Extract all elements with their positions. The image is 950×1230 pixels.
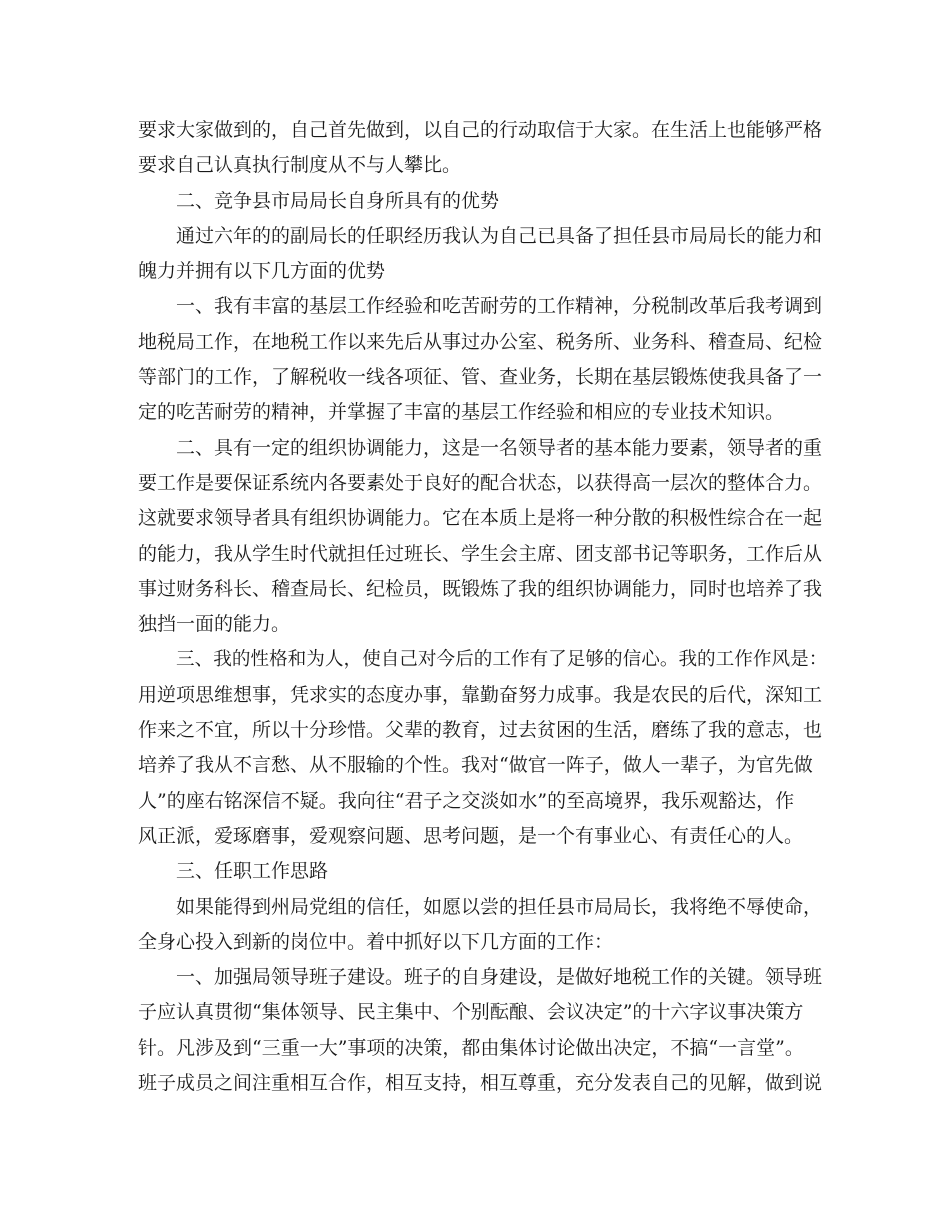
text-line: 定的吃苦耐劳的精神，并掌握了丰富的基层工作经验和相应的专业技术知识。 [138,401,785,424]
text-line: 培养了我从不言愁、从不服输的个性。我对“做官一阵子，做人一辈子，为官先做 [138,754,813,777]
text-line: 通过六年的的副局长的任职经历我认为自己已具备了担任县市局局长的能力和 [176,224,823,247]
document-body [138,113,828,1101]
text-line: 事过财务科长、稽查局长、纪检员，既锻炼了我的组织协调能力，同时也培养了我 [138,577,823,600]
text-line: 三、任职工作思路 [176,860,329,883]
text-line: 针。凡涉及到“三重一大”事项的决策，都由集体讨论做出决定，不搞“一言堂”。 [138,1036,804,1059]
text-line: 这就要求领导者具有组织协调能力。它在本质上是将一种分散的积极性综合在一起 [138,507,823,530]
text-line: 作来之不宜，所以十分珍惜。父辈的教育，过去贫困的生活，磨练了我的意志，也 [138,719,823,742]
text-line: 一、加强局领导班子建设。班子的自身建设，是做好地税工作的关键。领导班 [176,966,823,989]
text-line: 全身心投入到新的岗位中。着中抓好以下几方面的工作： [138,930,614,953]
text-line: 子应认真贯彻“集体领导、民主集中、个别酝酿、会议决定”的十六字议事决策方 [138,1001,804,1024]
text-line: 要求自己认真执行制度从不与人攀比。 [138,154,462,177]
text-line: 的能力，我从学生时代就担任过班长、学生会主席、团支部书记等职务，工作后从 [138,542,823,565]
text-line: 一、我有丰富的基层工作经验和吃苦耐劳的工作精神，分税制改革后我考调到 [176,295,823,318]
text-line: 三、我的性格和为人，使自己对今后的工作有了足够的信心。我的工作作风是： [176,649,828,671]
text-line: 要求大家做到的，自己首先做到，以自己的行动取信于大家。在生活上也能够严格 [138,119,823,141]
text-line: 风正派，爱琢磨事，爱观察问题、思考问题，是一个有事业心、有责任心的人。 [138,824,804,847]
text-line: 等部门的工作，了解税收一线各项征、管、查业务，长期在基层锻炼使我具备了一 [138,366,823,389]
text-line: 班子成员之间注重相互合作，相互支持，相互尊重，充分发表自己的见解，做到说 [138,1072,823,1095]
text-line: 用逆项思维想事，凭求实的态度办事，靠勤奋努力成事。我是农民的后代，深知工 [138,683,823,706]
text-line: 人”的座右铭深信不疑。我向往“君子之交淡如水”的至高境界，我乐观豁达，作 [138,789,795,812]
text-line: 地税局工作，在地税工作以来先后从事过办公室、税务所、业务科、稽查局、纪检 [138,330,823,353]
text-line: 二、具有一定的组织协调能力，这是一名领导者的基本能力要素，领导者的重 [176,436,823,459]
text-line: 独挡一面的能力。 [138,613,291,636]
text-line: 要工作是要保证系统内各要素处于良好的配合状态，以获得高一层次的整体合力。 [138,471,823,494]
text-line: 二、竞争县市局局长自身所具有的优势 [176,189,500,212]
text-line: 如果能得到州局党组的信任，如愿以尝的担任县市局局长，我将绝不辱使命， [176,895,823,918]
text-line: 魄力并拥有以下几方面的优势 [138,260,386,283]
